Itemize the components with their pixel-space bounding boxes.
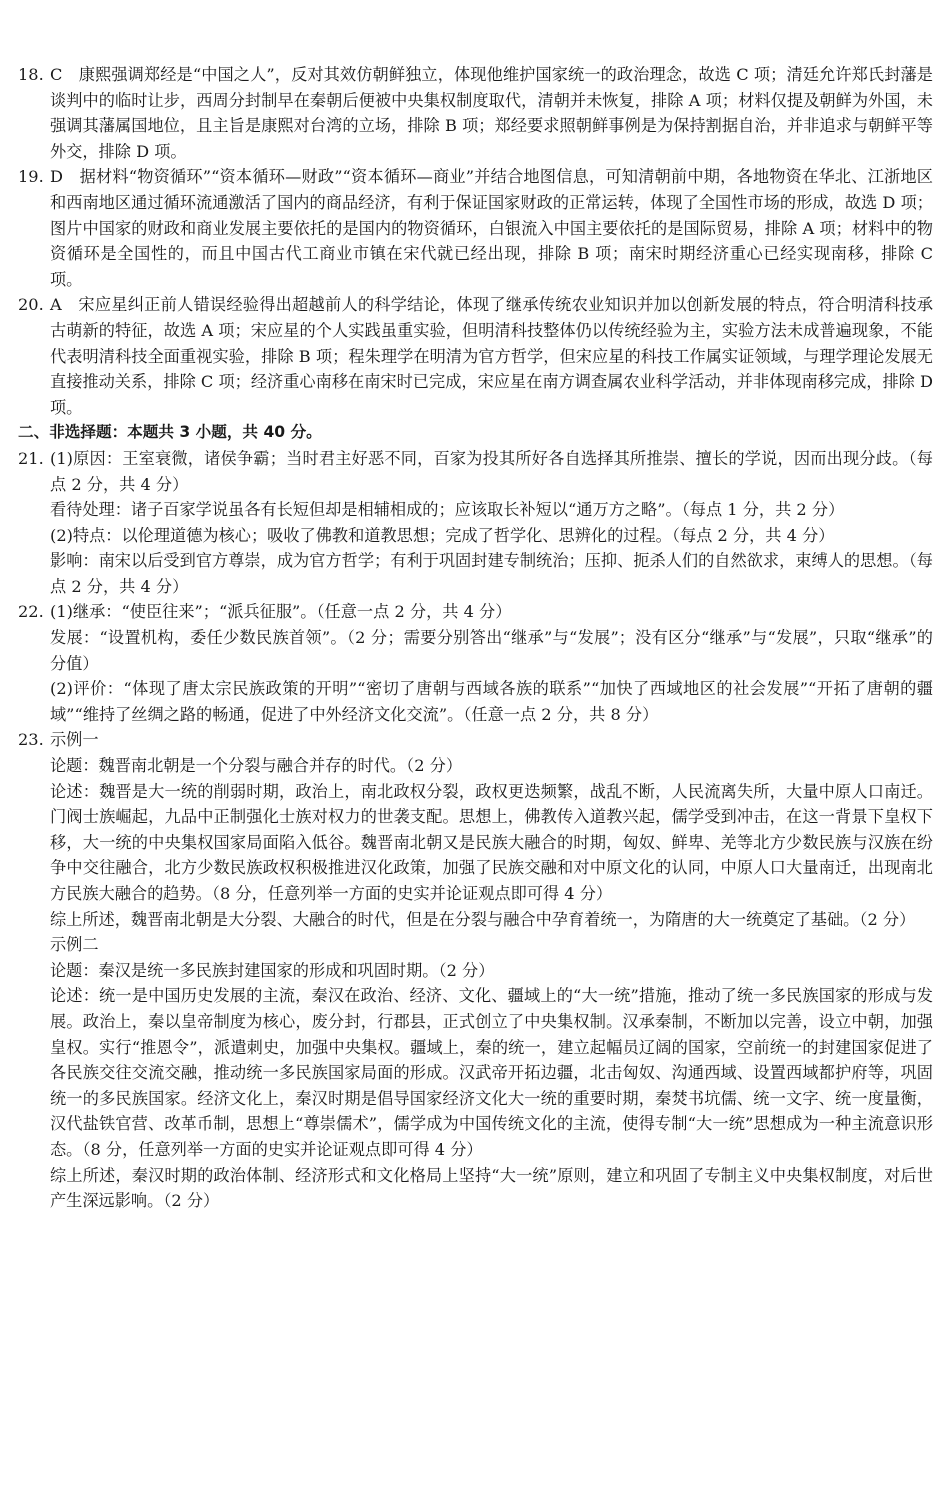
answer-text: A 宋应星纠正前人错误经验得出超越前人的科学结论，体现了继承传统农业知识并加以创新发展的特点，符合明清科技承古萌新的特征，故选 A 项；宋应星的个人实践虽重实验，但明清科技整体仍以传统经验为主，实验方法未成普遍现象，不能代表明清科技全面重视实验，排除 B 项；程朱理学在明清为官方哲学，但宋应星的科技工作属实证领域，与理学理论发展无直接推动关系，排除 C 项；经济重心南移在南宋时已完成，宋应星在南方调查属农业科学活动，并非体现南移完成，排除 D 项。 (50, 295, 933, 417)
answer-page (18, 62, 933, 1214)
example-conclusion: 综上所述，秦汉时期的政治体制、经济形式和文化格局上坚持“大一统”原则，建立和巩固了专制主义中央集权制度，对后世产生深远影响。（2 分） (50, 1165, 933, 1211)
answer-19 (18, 164, 933, 292)
answer-paragraph: 看待处理：诸子百家学说虽各有长短但却是相辅相成的；应该取长补短以“通万方之略”。（每点 1 分，共 2 分） (50, 500, 845, 520)
question-number: 21. (18, 448, 44, 468)
answer-paragraph: (2)评价：“体现了唐太宗民族政策的开明”“密切了唐朝与西域各族的联系”“加快了西域地区的社会发展”“开拓了唐朝的疆域”“维持了丝绸之路的畅通，促进了中外经济文化交流”。（任意一点 2 分，共 8 分） (50, 679, 933, 724)
question-number: 23. (18, 730, 44, 750)
answer-paragraph: (1)原因：王室衰微，诸侯争霸；当时君主好恶不同，百家为投其所好各自选择其所推崇、擅长的学说，因而出现分歧。（每点 2 分，共 4 分） (50, 448, 933, 494)
example-argument: 论述：魏晋是大一统的削弱时期，政治上，南北政权分裂，政权更迭频繁，战乱不断，人民流离失所，大量中原人口南迁。门阀士族崛起，九品中正制强化士族对权力的世袭支配。思想上，佛教传入道教兴起，儒学受到冲击，在这一背景下皇权下移，大一统的中央集权国家局面陷入低谷。魏晋南北朝又是民族大融合的时期，匈奴、鲜卑、羌等北方少数民族与汉族在纷争中交往融合，北方少数民族政权积极推进汉化政策，加强了民族交融和对中原文化的认同，中原人口大量南迁，出现南北方民族大融合的趋势。（8 分，任意列举一方面的史实并论证观点即可得 4 分） (50, 781, 933, 903)
section-heading: 二、非选择题：本题共 3 小题，共 40 分。 (18, 423, 322, 442)
answer-paragraph: (1)继承：“使臣往来”；“派兵征服”。（任意一点 2 分，共 4 分） (50, 602, 512, 622)
answer-text: D 据材料“物资循环”“资本循环—财政”“资本循环—商业”并结合地图信息，可知清朝前中期，各地物资在华北、江浙地区和西南地区通过循环流通激活了国内的商品经济，有利于保证国家财政的正常运转，体现了全国性市场的形成，故选 D 项；图片中国家的财政和商业发展主要依托的是国内的物资循环，白银流入中国主要依托的是国际贸易，排除 A 项；材料中的物资循环是全国性的，而且中国古代工商业市镇在宋代就已经出现，排除 B 项；南宋时期经济重心已经实现南移，排除 C 项。 (50, 167, 933, 289)
answer-paragraph: (2)特点：以伦理道德为核心；吸收了佛教和道教思想；完成了哲学化、思辨化的过程。（每点 2 分，共 4 分） (50, 525, 835, 545)
answer-text: C 康熙强调郑经是“中国之人”，反对其效仿朝鲜独立，体现他维护国家统一的政治理念，故选 C 项；清廷允许郑氏封藩是谈判中的临时让步，西周分封制早在秦朝后便被中央集权制度取代，清朝并未恢复，排除 A 项；材料仅提及朝鲜为外国，未强调其藩属国地位，且主旨是康熙对台湾的立场，排除 B 项；郑经要求照朝鲜事例是为保持割据自治，并非追求与朝鲜平等外交，排除 D 项。 (50, 65, 933, 161)
question-number: 22. (18, 602, 44, 622)
example-argument: 论述：统一是中国历史发展的主流，秦汉在政治、经济、文化、疆域上的“大一统”措施，推动了统一多民族国家的形成与发展。政治上，秦以皇帝制度为核心，废分封，行郡县，正式创立了中央集权制。汉承秦制，不断加以完善，设立中朝，加强皇权。实行“推恩令”，派遣刺史，加强中央集权。疆域上，秦的统一，建立起幅员辽阔的国家，空前统一的封建国家促进了各民族交往交流交融，推动统一多民族国家局面的形成。汉武帝开拓边疆，北击匈奴、沟通西域、设置西域都护府等，巩固统一的多民族国家。经济文化上，秦汉时期是倡导国家经济文化大一统的重要时期，秦焚书坑儒、统一文字、统一度量衡，汉代盐铁官营、改革币制，思想上“尊崇儒术”，儒学成为中国传统文化的主流，使得专制“大一统”思想成为一种主流意识形态。（8 分，任意列举一方面的史实并论证观点即可得 4 分） (50, 986, 933, 1159)
answer-20 (18, 292, 933, 420)
example-thesis: 论题：魏晋南北朝是一个分裂与融合并存的时代。（2 分） (50, 756, 463, 776)
example-thesis: 论题：秦汉是统一多民族封建国家的形成和巩固时期。（2 分） (50, 960, 495, 980)
answer-paragraph: 影响：南宋以后受到官方尊崇，成为官方哲学；有利于巩固封建专制统治；压抑、扼杀人们的自然欲求，束缚人的思想。（每点 2 分，共 4 分） (50, 551, 933, 596)
answer-paragraph: 发展：“设置机构，委任少数民族首领”。（2 分；需要分别答出“继承”与“发展”；没有区分“继承”与“发展”，只取“继承”的分值） (50, 628, 933, 673)
answer-21 (18, 446, 933, 600)
example-conclusion: 综上所述，魏晋南北朝是大分裂、大融合的时代，但是在分裂与融合中孕育着统一，为隋唐的大一统奠定了基础。（2 分） (50, 909, 916, 929)
example-title: 示例一 (50, 730, 99, 750)
question-number: 19. (18, 167, 44, 187)
example-title: 示例二 (50, 935, 99, 955)
answer-22 (18, 599, 933, 727)
answer-23 (18, 727, 933, 1213)
question-number: 20. (18, 295, 44, 315)
answer-18 (18, 62, 933, 164)
question-number: 18. (18, 65, 44, 84)
